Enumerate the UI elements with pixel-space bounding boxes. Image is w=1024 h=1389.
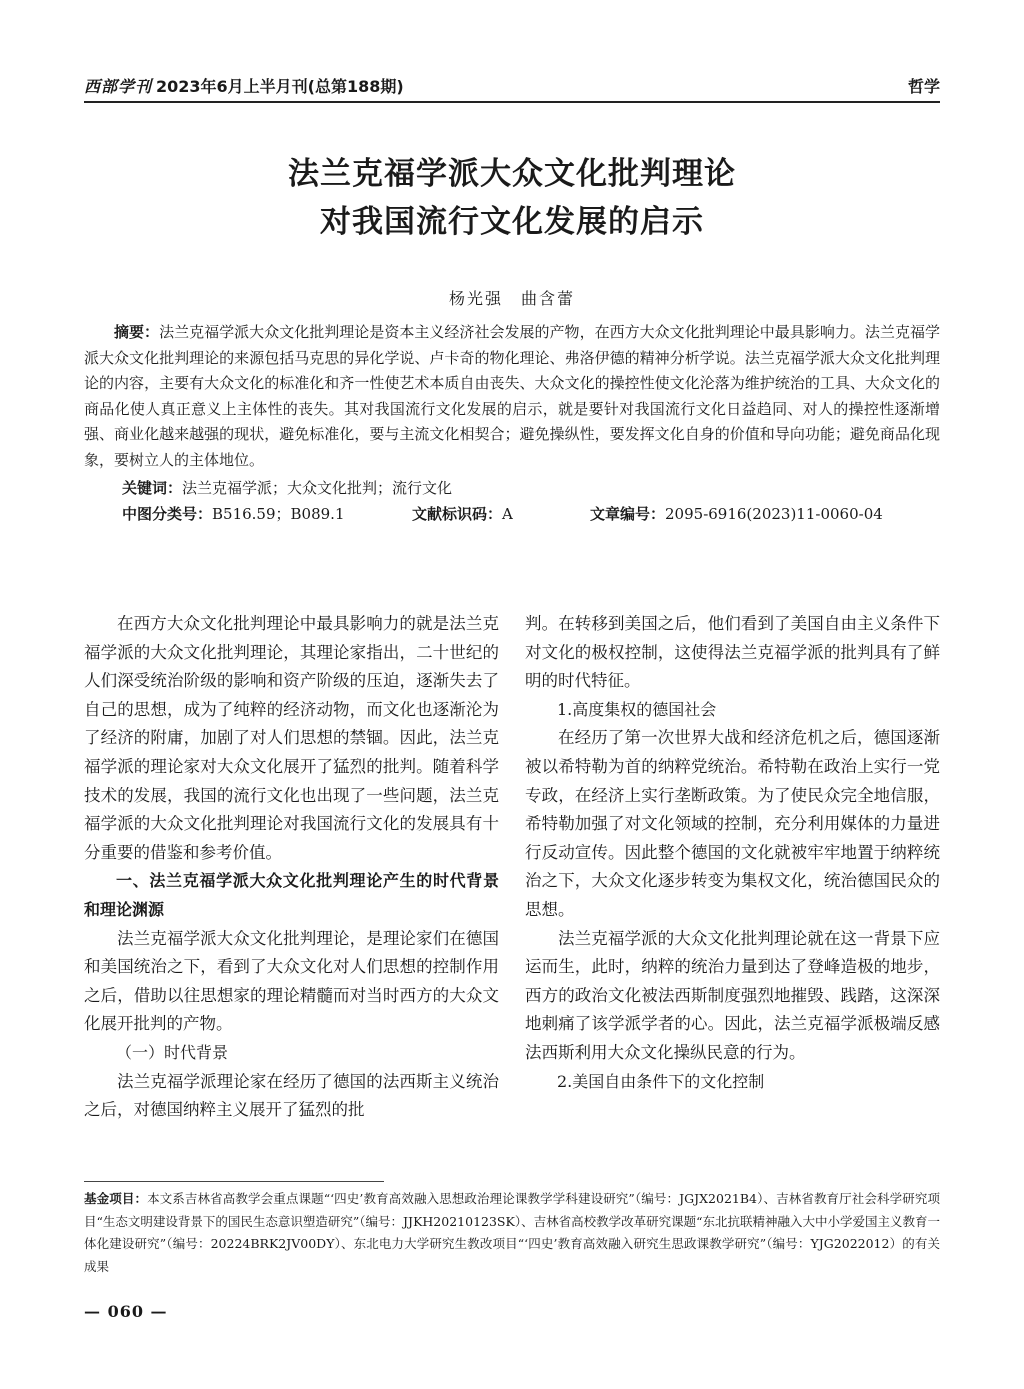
doc-code — [412, 501, 590, 527]
section-label: 哲学 — [907, 76, 940, 96]
body-paragraph: 法兰克福学派的大众文化批判理论就在这一背景下应运而生，此时，纳粹的统治力量到达了登峰造极的地步，西方的政治文化被法西斯制度强烈地摧毁、践踏，这深深地刺痛了该学派学者的心。因此，法兰克福学派极端反感法西斯利用大众文化操纵民意的行为。 — [525, 928, 940, 1062]
article-number — [590, 501, 883, 527]
clc-label: 中图分类号： — [122, 505, 213, 523]
right-column — [525, 610, 940, 1170]
title-line-1: 法兰克福学派大众文化批判理论 — [288, 156, 736, 192]
abstract-text: 法兰克福学派大众文化批判理论是资本主义经济社会发展的产物，在西方大众文化批判理论中最具影响力。法兰克福学派大众文化批判理论的来源包括马克思的异化学说、卢卡奇的物化理论、弗洛伊德的精神分析学说。法兰克福学派大众文化批判理论的内容，主要有大众文化的标准化和齐一性使艺术本质自由丧失、大众文化的操控性使文化沦落为维护统治的工具、大众文化的商品化使人真正意义上主体性的丧失。其对我国流行文化发展的启示，就是要针对我国流行文化日益趋同、对人的操控性逐渐增强、商业化越来越强的现状，避免标准化，要与主流文化相契合；避免操纵性，要发挥文化自身的价值和导向功能；避免商品化现象，要树立人的主体地位。 — [84, 323, 940, 469]
header-left — [84, 74, 404, 97]
title-line-2: 对我国流行文化发展的启示 — [320, 204, 704, 240]
body-paragraph-continued: 判。在转移到美国之后，他们看到了美国自由主义条件下对文化的极权控制，这使得法兰克福学派的批判具有了鲜明的时代特征。 — [525, 614, 940, 691]
funding-footnote — [84, 1188, 940, 1278]
classification-line — [84, 501, 940, 527]
abstract-label: 摘要： — [114, 323, 160, 341]
subsection-heading: （一）时代背景 — [116, 1042, 229, 1062]
abstract-block — [84, 320, 940, 527]
doc-value: A — [502, 505, 513, 523]
issue-info: 2023年6月上半月刊(总第188期) — [156, 76, 404, 96]
author-line: 杨光强 曲含蕾 — [448, 289, 575, 308]
running-header — [84, 72, 940, 98]
section-heading: 一、法兰克福学派大众文化批判理论产生的时代背景和理论渊源 — [84, 871, 499, 919]
body-paragraph: 在西方大众文化批判理论中最具影响力的就是法兰克福学派的大众文化批判理论，其理论家指出，二十世纪的人们深受统治阶级的影响和资产阶级的压迫，逐渐失去了自己的思想，成为了纯粹的经济动物，而文化也逐渐沦为了经济的附庸，加剧了对人们思想的禁锢。因此，法兰克福学派的理论家对大众文化展开了猛烈的批判。随着科学技术的发展，我国的流行文化也出现了一些问题，法兰克福学派的大众文化批判理论对我国流行文化的发展具有十分重要的借鉴和参考价值。 — [84, 614, 499, 862]
page-number: — 060 — — [84, 1302, 168, 1321]
article-number-value: 2095-6916(2023)11-0060-04 — [665, 505, 883, 523]
body-paragraph: 在经历了第一次世界大战和经济危机之后，德国逐渐被以希特勒为首的纳粹党统治。希特勒在政治上实行一党专政，在经济上实行垄断政策。为了使民众完全地信服，希特勒加强了对文化领域的控制，充分利用媒体的力量进行反动宣传。因此整个德国的文化就被牢牢地置于纳粹统治之下，大众文化逐步转变为集权文化，统治德国民众的思想。 — [525, 728, 940, 919]
article-number-label: 文章编号： — [590, 505, 666, 523]
article-title — [84, 150, 940, 246]
body-paragraph: 法兰克福学派大众文化批判理论，是理论家们在德国和美国统治之下，看到了大众文化对人们思想的控制作用之后，借助以往思想家的理论精髓而对当时西方的大众文化展开批判的产物。 — [84, 928, 499, 1034]
subsection-heading: 2.美国自由条件下的文化控制 — [557, 1071, 765, 1091]
doc-label: 文献标识码： — [412, 505, 503, 523]
clc-code — [122, 501, 412, 527]
left-column — [84, 610, 499, 1170]
journal-logo: 西部学刊 — [84, 76, 153, 96]
keywords-line — [84, 475, 940, 501]
keywords-label: 关键词： — [122, 479, 183, 497]
body-paragraph: 法兰克福学派理论家在经历了德国的法西斯主义统治之后，对德国纳粹主义展开了猛烈的批 — [84, 1071, 499, 1120]
header-divider — [84, 101, 940, 103]
keywords-text: 法兰克福学派；大众文化批判；流行文化 — [182, 479, 453, 497]
funding-text: 本文系吉林省高教学会重点课题“‘四史’教育高效融入思想政治理论课教学学科建设研究”（编号：JGJX2021B4）、吉林省教育厅社会科学研究项目“生态文明建设背景下的国民生态意识塑造研究”（编号：JJKH20210123SK）、吉林省高校教学改革研究课题“东北抗联精神融入大中小学爱国主义教育一体化建设研究”（编号：20224BRK2JV00DY）、东北电力大学研究生教改项目“‘四史’教育高效融入研究生思政课教学研究”（编号：YJG2022012）的有关成果 — [84, 1191, 940, 1274]
funding-label: 基金项目： — [84, 1191, 148, 1206]
footnote-divider — [84, 1181, 384, 1182]
body-columns — [84, 610, 940, 1170]
abstract-paragraph — [84, 320, 940, 473]
clc-value: B516.59；B089.1 — [212, 505, 345, 523]
subsection-heading: 1.高度集权的德国社会 — [557, 699, 717, 719]
